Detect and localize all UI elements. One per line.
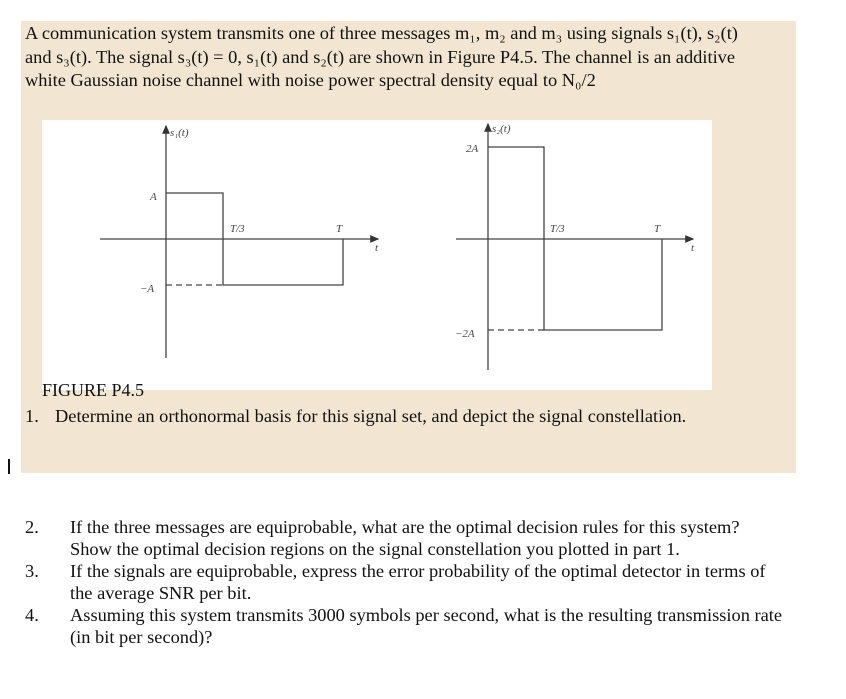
s1-tick-t3: T/3 (230, 223, 245, 235)
s1-y-label: s₁(t) (170, 127, 189, 139)
question-text: If the three messages are equiprobable, what are the optimal decision rules for this system? Show the optimal decision regions on the signal constellation you plotted in part 1. (70, 517, 740, 559)
question-item (25, 405, 795, 427)
question-number: 1. (25, 406, 39, 426)
s2-x-label: t (691, 242, 695, 254)
s2-tick-t3: T/3 (550, 223, 565, 235)
question-list (25, 516, 785, 648)
question-number: 3. (25, 561, 39, 581)
question-item (25, 516, 785, 560)
s2-y-label: s₂(t) (492, 123, 511, 135)
signal-waveforms-svg (42, 120, 712, 390)
figure-p4-5 (42, 120, 712, 390)
question-text: Determine an orthonormal basis for this signal set, and depict the signal constellation. (55, 406, 687, 426)
s2-neg-level-label: −2A (455, 328, 475, 340)
problem-statement: A communication system transmits one of three messages m₁, m₂ and m₃ using signals s₁(t), s₂(t) and s₃(t). The signal s₃(t) = 0, s₁(t) and s₂(t) are shown in Figure P4.5. The channel is an additive white Gaussian noise channel with noise power spectral density equal to N₀/2 (25, 23, 738, 90)
text-cursor (8, 459, 10, 474)
plot-s2 (455, 123, 695, 370)
question-number: 4. (25, 605, 39, 625)
s1-tick-t: T (336, 223, 343, 235)
s2-pos-level-label: 2A (466, 143, 479, 155)
question-text: Assuming this system transmits 3000 symbols per second, what is the resulting transmission rate (in bit per second)? (70, 605, 783, 647)
question-item (25, 604, 785, 648)
question-text: If the signals are equiprobable, express the error probability of the optimal detector in terms of the average SNR per bit. (70, 561, 766, 603)
s1-neg-level-label: −A (140, 283, 155, 295)
question-list-highlighted (25, 405, 795, 427)
s2-tick-t: T (654, 223, 661, 235)
question-item (25, 560, 785, 604)
question-number: 2. (25, 517, 39, 537)
figure-caption: FIGURE P4.5 (42, 380, 145, 400)
s1-pos-level-label: A (150, 191, 157, 203)
plot-s1 (100, 126, 379, 358)
s1-x-label: t (375, 242, 379, 254)
